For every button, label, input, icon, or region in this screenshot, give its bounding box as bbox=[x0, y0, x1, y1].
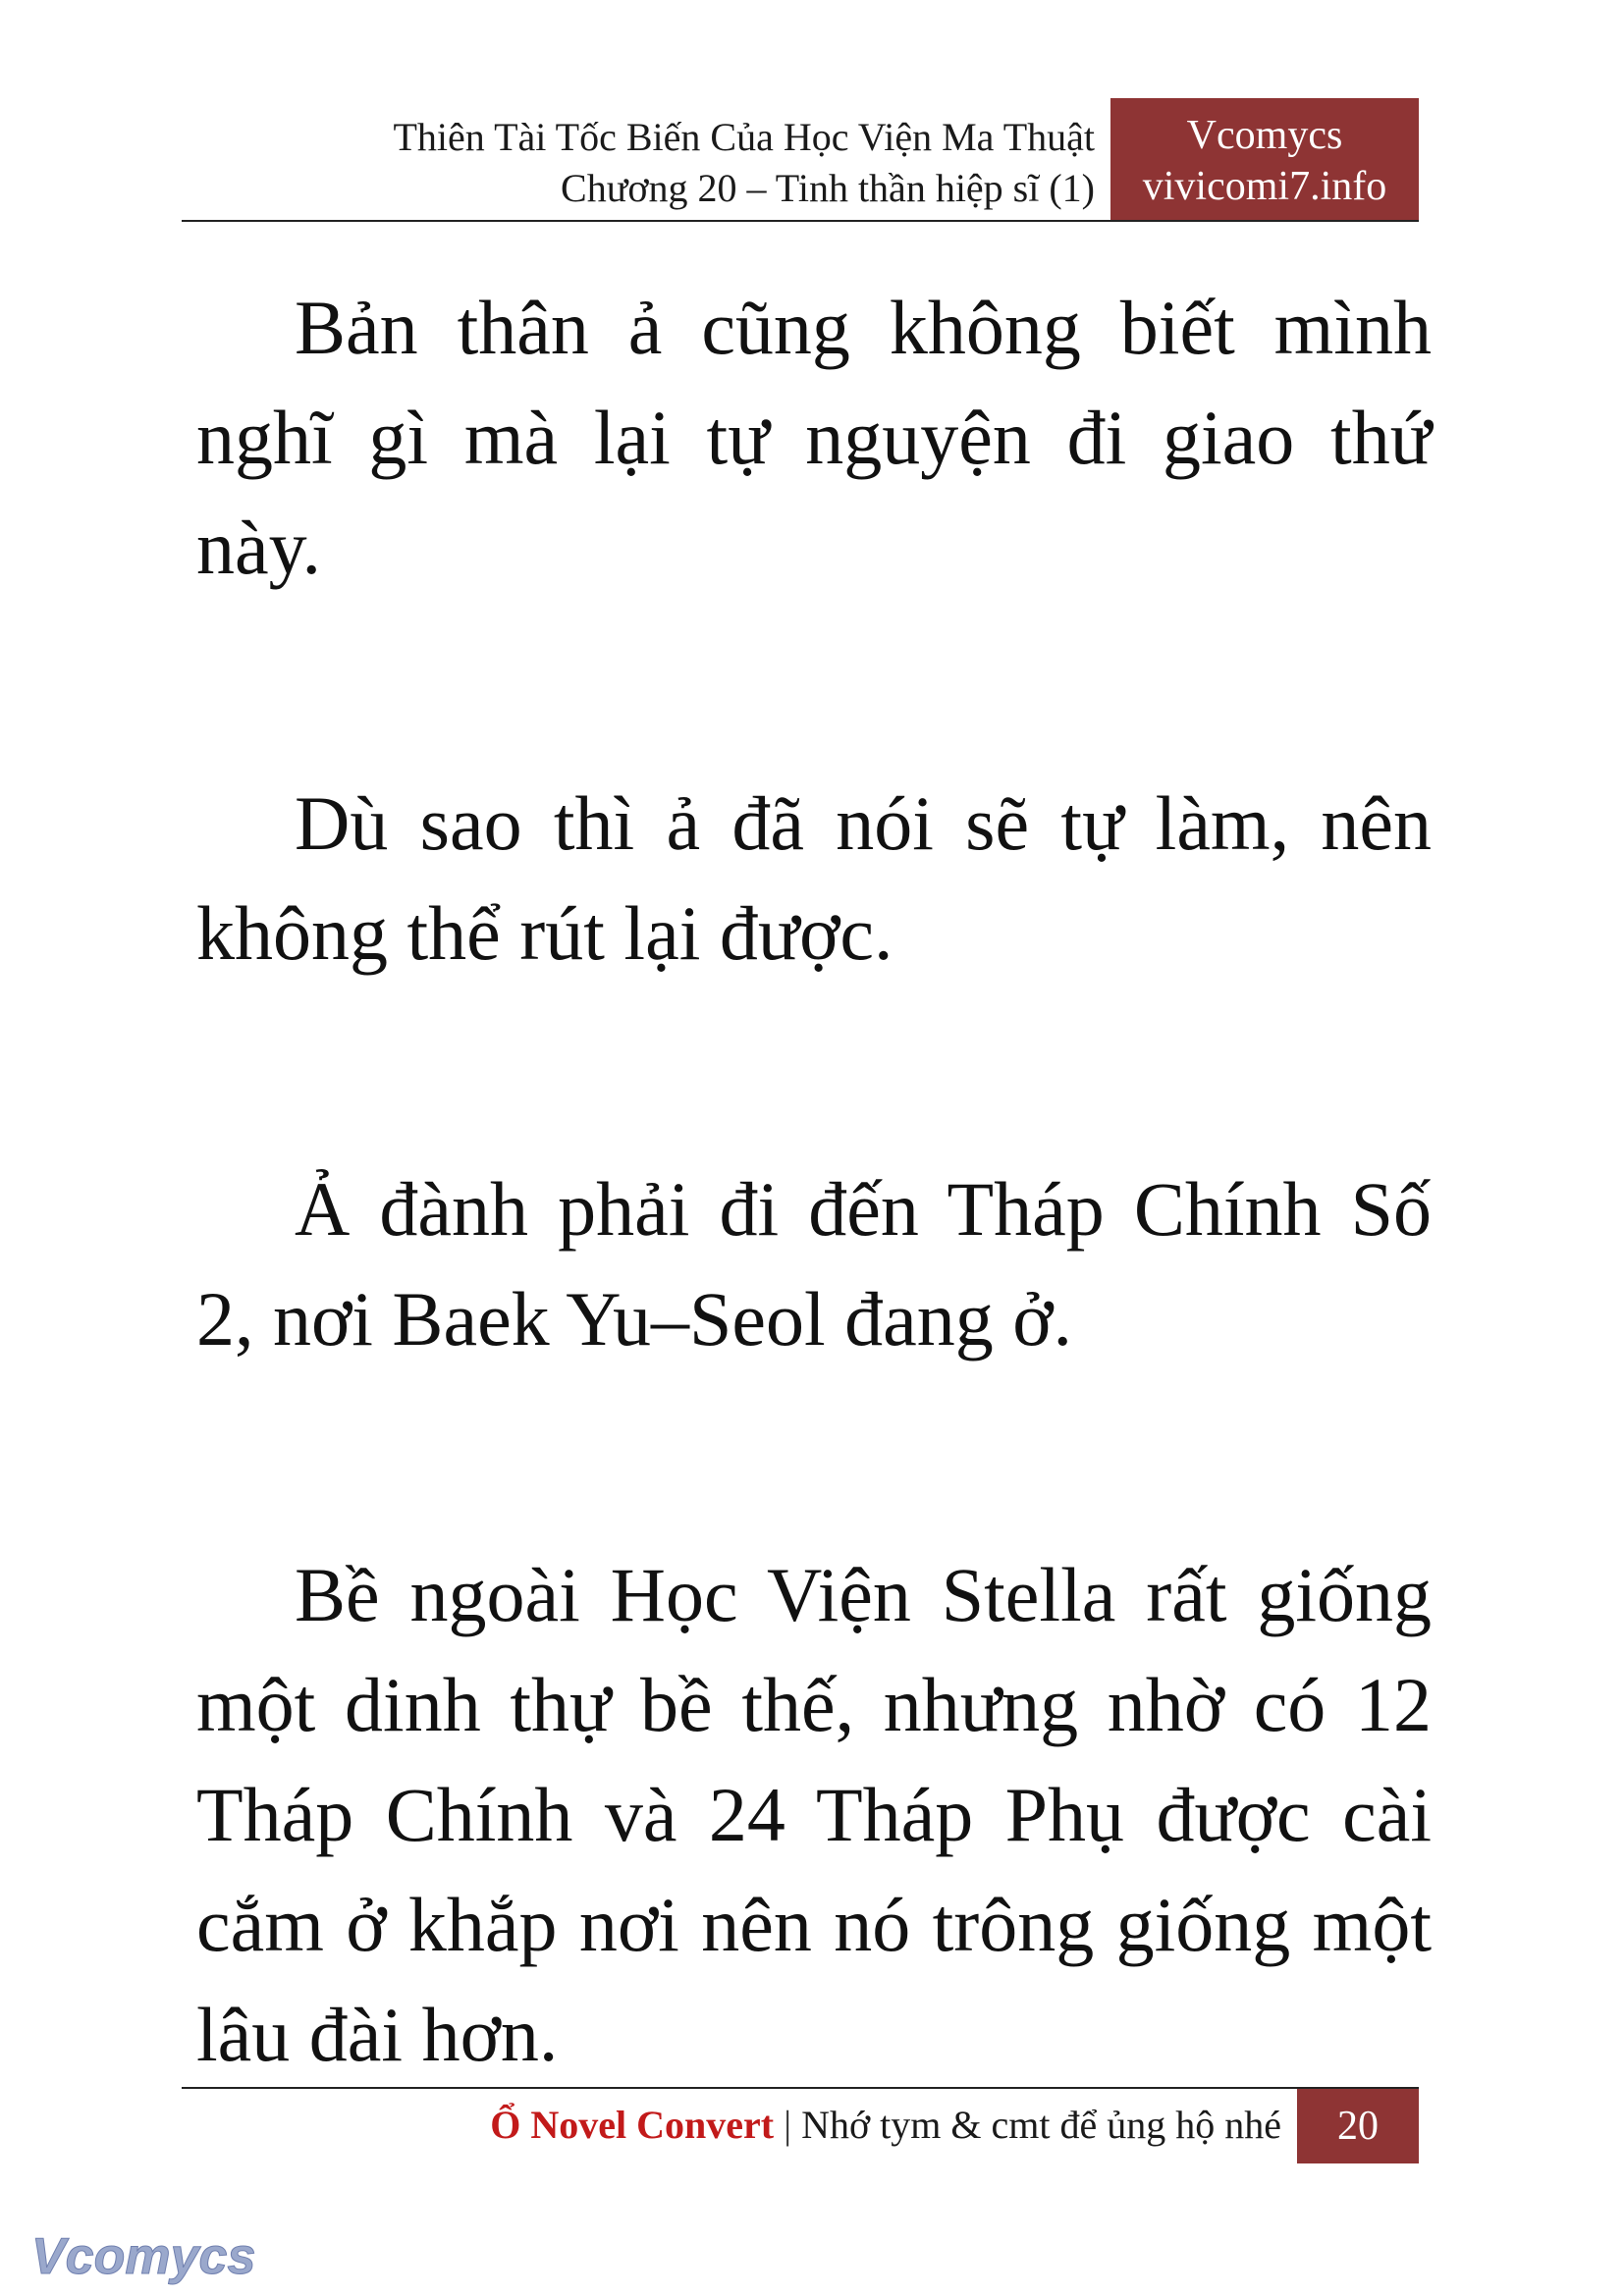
book-title: Thiên Tài Tốc Biến Của Học Viện Ma Thuật bbox=[393, 115, 1095, 159]
paragraph: Bề ngoài Học Viện Stella rất giống một dinh thự bề thế, nhưng nhờ có 12 Tháp Chính và 24 Tháp Phụ được cài cắm ở khắp nơi nên nó trông giống một lâu đài hơn. bbox=[196, 1552, 1432, 2077]
footer-text bbox=[490, 2099, 1281, 2152]
footer-brand: Ổ Novel Convert bbox=[490, 2103, 775, 2147]
paragraph: Ả đành phải đi đến Tháp Chính Số 2, nơi Baek Yu–Seol đang ở. bbox=[196, 1166, 1432, 1362]
brand-site: vivicomi7.info bbox=[1142, 164, 1387, 209]
watermark-logo bbox=[27, 2226, 273, 2292]
page-header bbox=[182, 98, 1419, 222]
page-number: 20 bbox=[1297, 2089, 1419, 2163]
brand-name: Vcomycs bbox=[1186, 113, 1343, 158]
header-titles bbox=[394, 112, 1096, 214]
chapter-content bbox=[196, 273, 1432, 2090]
page-footer bbox=[182, 2087, 1419, 2165]
chapter-title: Chương 20 – Tinh thần hiệp sĩ (1) bbox=[561, 166, 1095, 210]
paragraph: Bản thân ả cũng không biết mình nghĩ gì mà lại tự nguyện đi giao thứ này. bbox=[196, 285, 1432, 590]
svg-text:Vcomycs: Vcomycs bbox=[31, 2228, 256, 2285]
footer-message: Nhớ tym & cmt để ủng hộ nhé bbox=[801, 2103, 1281, 2147]
paragraph: Dù sao thì ả đã nói sẽ tự làm, nên không thể rút lại được. bbox=[196, 780, 1432, 976]
footer-separator: | bbox=[784, 2103, 792, 2147]
watermark-logo-icon bbox=[27, 2226, 273, 2287]
brand-box bbox=[1110, 98, 1419, 220]
